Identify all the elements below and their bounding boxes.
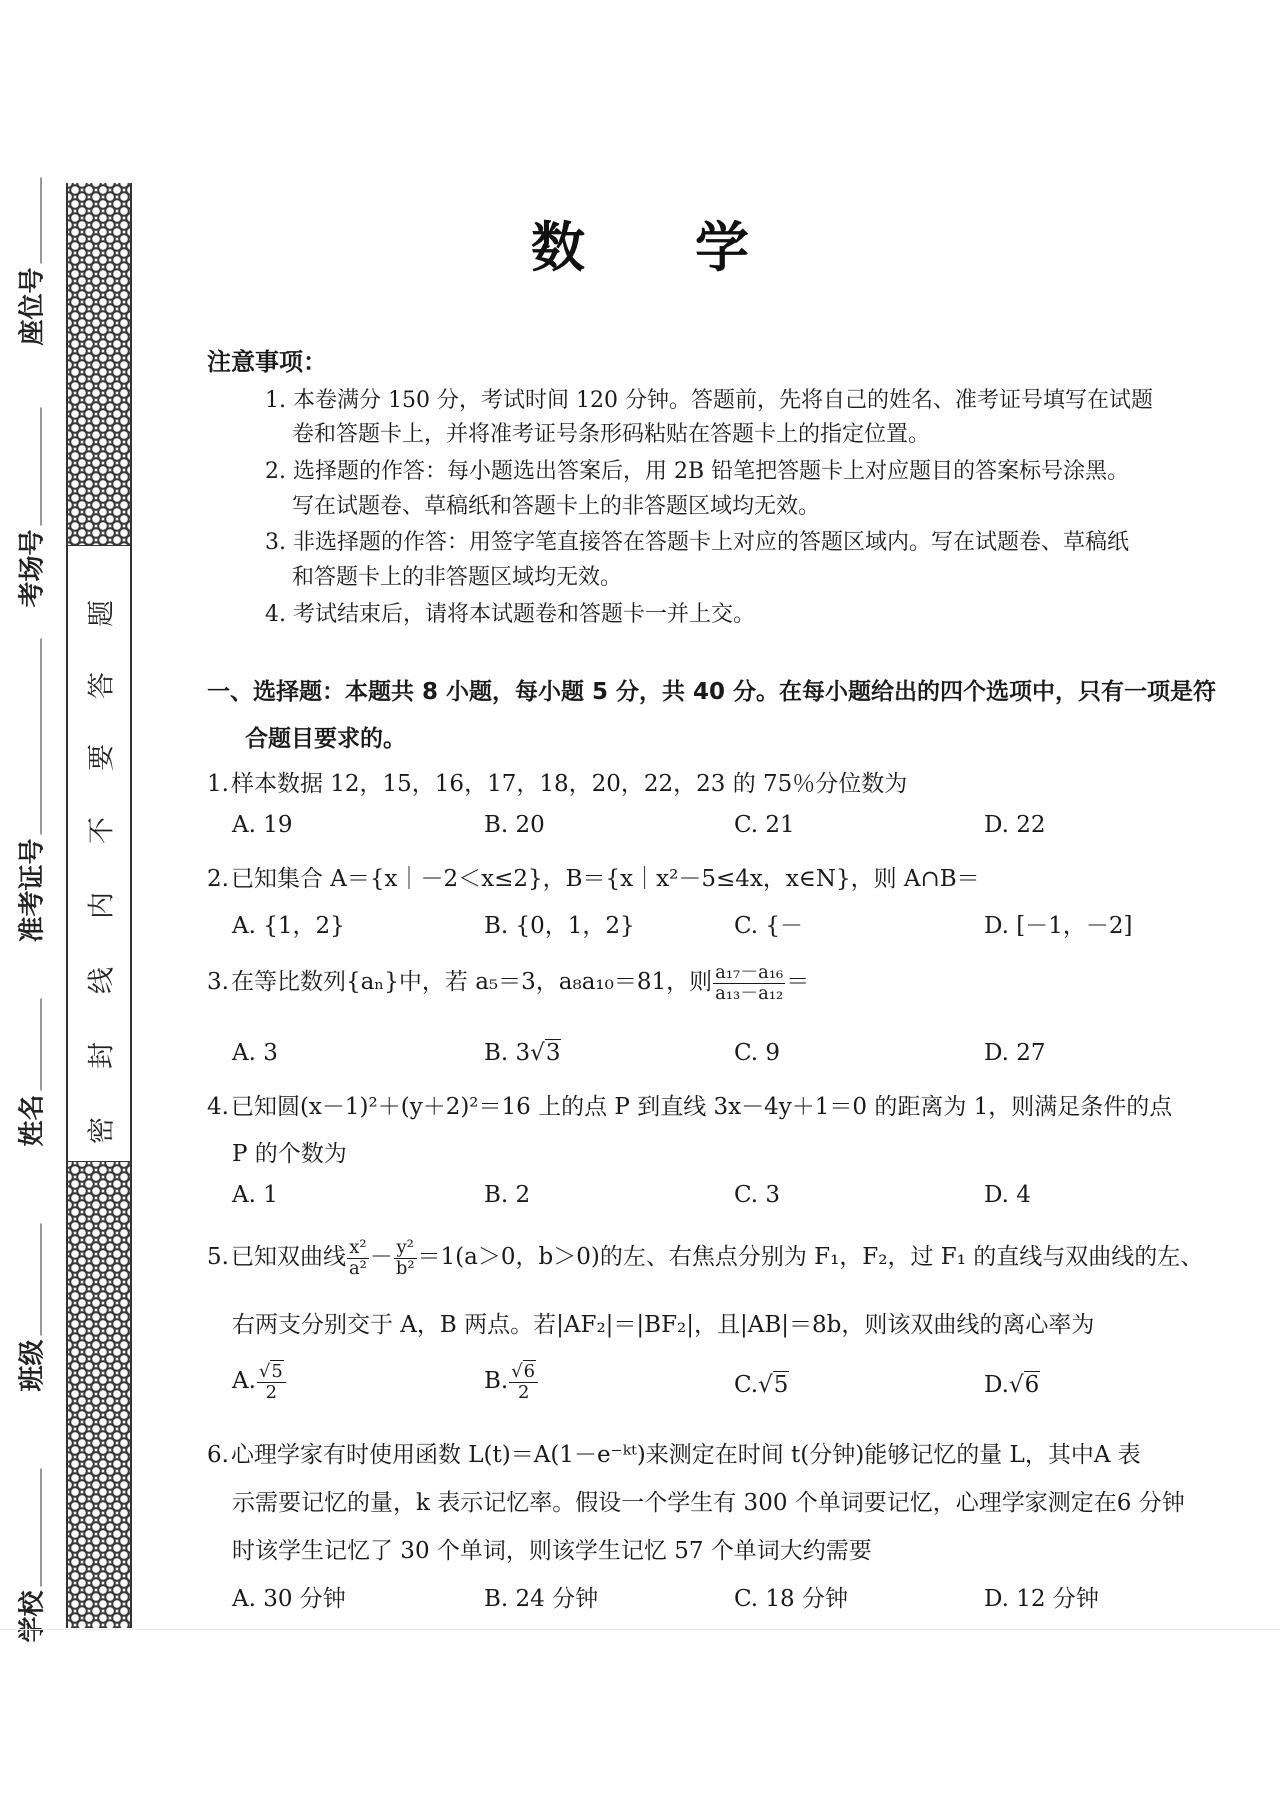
- option-a[interactable]: A. 30 分钟: [232, 1586, 346, 1612]
- section-heading: 一、选择题：本题共 8 小题，每小题 5 分，共 40 分。在每小题给出的四个选项中，只有一项是符: [207, 679, 1217, 705]
- ticket-number-line: [41, 638, 42, 834]
- page-title: 数学: [531, 216, 859, 279]
- class-field[interactable]: [2, 1210, 58, 1405]
- note-line: 和答题卡上的非答题区域均无效。: [292, 565, 623, 590]
- question-number: 5.: [207, 1244, 229, 1271]
- option-d[interactable]: [984, 1372, 1040, 1398]
- question-3: [207, 963, 809, 1003]
- seat-number-label: 座位号: [17, 266, 48, 346]
- class-line: [41, 1223, 42, 1335]
- option-b[interactable]: B. 24 分钟: [484, 1586, 599, 1612]
- sqrt-sign: √5: [258, 1361, 283, 1382]
- question-2: [207, 860, 980, 893]
- ticket-number-label: 准考证号: [17, 837, 48, 943]
- name-label: 姓名: [17, 1094, 48, 1147]
- exam-room-label: 考场号: [17, 529, 48, 608]
- seal-char: 封: [86, 1042, 118, 1069]
- sqrt-radicand: 6: [1024, 1372, 1040, 1398]
- fraction-denominator: 2: [265, 1381, 278, 1403]
- option-c[interactable]: C. 18 分钟: [734, 1586, 848, 1612]
- option-a[interactable]: A. 19: [232, 812, 293, 838]
- class-label: 班级: [17, 1339, 48, 1392]
- option-d[interactable]: D. 4: [984, 1182, 1031, 1208]
- sqrt-radicand: 5: [773, 1372, 789, 1398]
- option-c[interactable]: C. {－: [734, 913, 804, 939]
- question-stem: 在等比数列{aₙ}中，若 a₅＝3，a₈a₁₀＝81，则: [230, 969, 713, 996]
- option-c[interactable]: [734, 1372, 789, 1398]
- option-fraction: [509, 1362, 538, 1402]
- option-d[interactable]: D. [－1，－2]: [984, 913, 1133, 939]
- question-number: 1.: [207, 771, 229, 797]
- question-3-options: [232, 1040, 1232, 1074]
- question-number: 4.: [207, 1094, 229, 1120]
- question-number: 6.: [207, 1442, 229, 1468]
- option-b[interactable]: B. {0，1，2}: [484, 913, 635, 939]
- option-fraction: [257, 1362, 286, 1402]
- question-1-options: [232, 812, 1232, 846]
- option-c[interactable]: C. 9: [734, 1040, 781, 1066]
- question-stem: 样本数据 12，15，16，17，18，20，22，23 的 75％分位数为: [230, 771, 908, 797]
- option-c[interactable]: C. 21: [734, 812, 795, 838]
- option-b[interactable]: [484, 1362, 539, 1402]
- option-c[interactable]: C. 3: [734, 1182, 781, 1208]
- seal-char: 答: [86, 672, 118, 699]
- fraction-denominator: 2: [517, 1381, 530, 1403]
- notes-heading: 注意事项：: [207, 348, 327, 376]
- question-stem-end: ＝: [786, 969, 810, 996]
- option-d[interactable]: D. 27: [984, 1040, 1046, 1066]
- sqrt-radicand: 6: [523, 1361, 536, 1382]
- option-label: A.: [232, 1368, 256, 1395]
- seal-char: 不: [86, 817, 118, 844]
- question-1: [207, 765, 907, 798]
- note-line: 卷和答题卡上，并将准考证号条形码粘贴在答题卡上的指定位置。: [292, 422, 931, 447]
- exam-room-line: [41, 407, 42, 525]
- question-5-options: [232, 1362, 1232, 1422]
- question-4: [207, 1088, 1172, 1121]
- question-6-cont: 示需要记忆的量，k 表示记忆率。假设一个学生有 300 个单词要记忆，心理学家测定在6 分钟: [232, 1490, 1185, 1516]
- sqrt-sign: √6: [511, 1361, 536, 1382]
- question-6: [207, 1436, 1141, 1469]
- note-line: 写在试题卷、草稿纸和答题卡上的非答题区域均无效。: [292, 494, 821, 519]
- seal-char: 线: [86, 967, 118, 994]
- seal-char: 密: [86, 1117, 118, 1144]
- fraction-numerator: a₁₇－a₁₆: [715, 962, 784, 983]
- note-line: 3. 非选择题的作答：用签字笔直接答在答题卡上对应的答题区域内。写在试题卷、草稿纸: [265, 530, 1129, 555]
- fraction-denominator: a₁₃－a₁₂: [715, 982, 784, 1004]
- note-line: 4. 考试结束后，请将本试题卷和答题卡一并上交。: [265, 602, 755, 627]
- fraction-denominator: a²: [348, 1257, 367, 1279]
- fraction-denominator: b²: [395, 1257, 415, 1279]
- fraction-numerator: [509, 1362, 538, 1383]
- sqrt-sign: √5: [758, 1372, 789, 1398]
- question-stem: 已知集合 A＝{x｜－2＜x≤2}，B＝{x｜x²－5≤4x，x∈N}，则 A∩B＝: [230, 866, 980, 892]
- option-b[interactable]: B. 2: [484, 1182, 531, 1208]
- seal-char: 内: [86, 892, 118, 919]
- sqrt-radicand: 5: [271, 1361, 283, 1382]
- question-6-options: [232, 1580, 1232, 1614]
- question-stem: 已知双曲线: [230, 1244, 346, 1271]
- page-bottom-rule: [0, 1629, 1280, 1630]
- sqrt-sign: √6: [1008, 1372, 1040, 1398]
- fraction-numerator: [257, 1362, 286, 1383]
- question-6-cont: 时该学生记忆了 30 个单词，则该学生记忆 57 个单词大约需要: [232, 1538, 872, 1564]
- question-stem-cont: ＝1(a＞0，b＞0)的左、右焦点分别为 F₁，F₂，过 F₁ 的直线与双曲线的左、: [417, 1244, 1204, 1271]
- question-number: 2.: [207, 866, 229, 892]
- option-a[interactable]: A. 1: [232, 1182, 278, 1208]
- hyperbola-fraction-x: [347, 1238, 369, 1278]
- name-line: [41, 998, 42, 1090]
- question-5: [207, 1238, 1203, 1278]
- name-field[interactable]: [2, 985, 58, 1160]
- option-a[interactable]: [232, 1362, 287, 1402]
- fraction-numerator: y²: [394, 1238, 417, 1259]
- option-label: B. 3: [484, 1040, 531, 1066]
- question-number: 3.: [207, 969, 229, 996]
- question-4-options: [232, 1182, 1232, 1216]
- question-4-cont: P 的个数为: [232, 1141, 347, 1167]
- exam-room-field[interactable]: [2, 400, 58, 615]
- minus-sign: －: [369, 1244, 393, 1271]
- question-2-options: [232, 907, 1232, 941]
- question-5-cont: 右两支分别交于 A，B 两点。若|AF₂|＝|BF₂|，且|AB|＝8b，则该双曲线的离心率为: [232, 1312, 1095, 1338]
- option-label: C.: [734, 1372, 759, 1398]
- sqrt-radicand: 3: [545, 1040, 561, 1066]
- option-b[interactable]: [484, 1040, 561, 1066]
- school-label: 学校: [17, 1589, 48, 1643]
- seal-char: 要: [86, 744, 118, 771]
- seal-line-box: [66, 545, 132, 1162]
- hyperbola-fraction-y: [394, 1238, 417, 1278]
- option-d[interactable]: D. 12 分钟: [984, 1586, 1099, 1612]
- question-stem: 已知圆(x－1)²＋(y＋2)²＝16 上的点 P 到直线 3x－4y＋1＝0 的距离为 1，则满足条件的点: [230, 1094, 1173, 1120]
- seal-char: 题: [86, 600, 118, 627]
- option-b[interactable]: B. 20: [484, 812, 545, 838]
- school-line: [41, 1468, 42, 1586]
- fraction-numerator: x²: [347, 1238, 369, 1259]
- school-field[interactable]: [2, 1455, 58, 1655]
- sqrt-sign: √3: [530, 1040, 561, 1066]
- option-a[interactable]: A. 3: [232, 1040, 278, 1066]
- option-d[interactable]: D. 22: [984, 812, 1046, 838]
- option-a[interactable]: A. {1，2}: [232, 913, 345, 939]
- option-label: B.: [484, 1368, 509, 1395]
- ratio-fraction: [713, 963, 785, 1003]
- ticket-number-field[interactable]: [2, 620, 58, 960]
- section-heading-cont: 合题目要求的。: [245, 726, 406, 752]
- option-label: D.: [984, 1372, 1009, 1398]
- note-line: 1. 本卷满分 150 分，考试时间 120 分钟。答题前，先将自己的姓名、准考证号填写在试题: [265, 388, 1153, 413]
- note-line: 2. 选择题的作答：每小题选出答案后，用 2B 铅笔把答题卡上对应题目的答案标号涂黑。: [265, 459, 1130, 484]
- question-stem: 心理学家有时使用函数 L(t)＝A(1－e⁻ᵏᵗ)来测定在时间 t(分钟)能够记忆的量 L，其中A 表: [230, 1442, 1141, 1468]
